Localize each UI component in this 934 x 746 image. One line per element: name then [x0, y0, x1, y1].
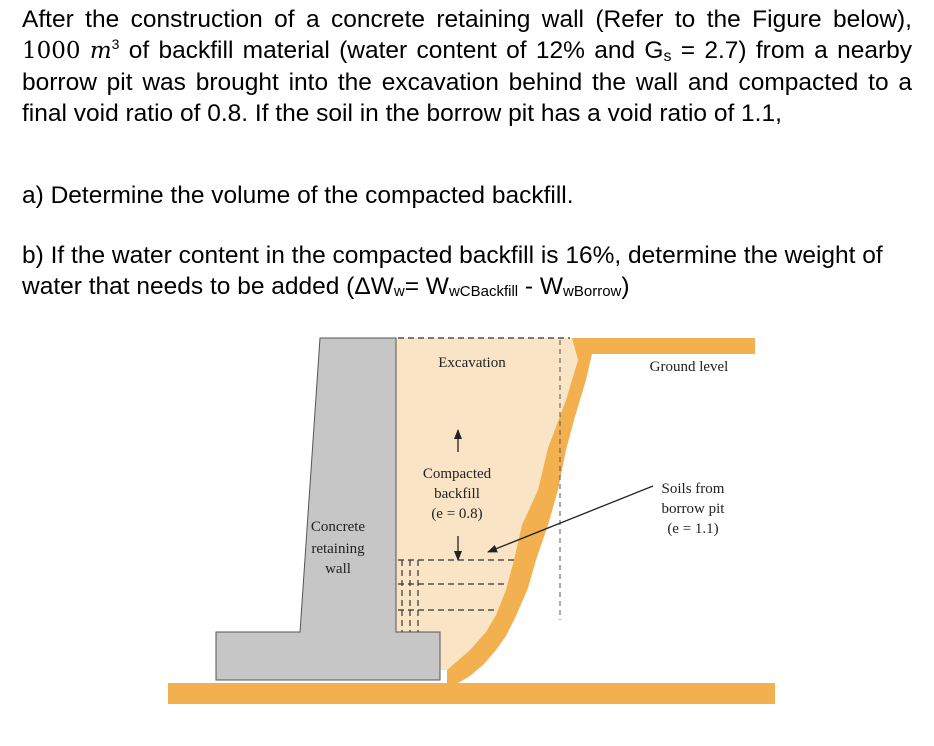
volume-unit: m [89, 38, 112, 64]
question-b-eq: = W [404, 273, 449, 300]
question-b-sub-w: w [393, 283, 405, 300]
compacted-label-2: backfill [434, 486, 480, 502]
retaining-wall-figure [0, 320, 934, 746]
question-b-minus: - W [518, 273, 564, 300]
excavation-label: Excavation [438, 355, 506, 371]
ground-level-label: Ground level [649, 359, 729, 375]
question-b-main: b) If the water content in the compacted backfill is 16%, determine the weight of water that needs to be added (ΔW [22, 242, 883, 300]
problem-statement [22, 4, 912, 129]
question-b-end: ) [621, 273, 630, 300]
compacted-label-3: (e = 0.8) [431, 506, 483, 522]
question-b-sub-backfill: wCBackfill [448, 283, 519, 300]
borrow-label-3: (e = 1.1) [667, 521, 719, 537]
borrow-label-2: borrow pit [661, 501, 725, 517]
intro-text-1: After the construction of a concrete retaining wall (Refer to the Figure below), [22, 6, 912, 33]
retaining-wall-diagram [0, 320, 934, 746]
intro-text-2: of backfill material (water content of 12% and G [119, 37, 664, 64]
question-b [22, 240, 912, 302]
problem-intro [22, 4, 912, 129]
compacted-label-1: Compacted [422, 466, 492, 482]
question-b-sub-borrow: wBorrow [563, 283, 622, 300]
volume-exponent: 3 [111, 35, 120, 52]
gs-subscript: s [663, 48, 672, 65]
intro-text-3: = 2.7) from a nearby borrow pit was brought into the excavation behind the wall and compacted to a final void ratio of 0.8. If the soil in the borrow pit has a void ratio of 1.1, [22, 37, 913, 127]
borrow-label-1: Soils from [661, 481, 725, 497]
wall-label-3: wall [325, 561, 351, 577]
volume-value: 1000 [22, 38, 81, 64]
wall-label-1: Concrete [310, 519, 366, 535]
wall-label-2: retaining [311, 541, 365, 557]
question-a: a) Determine the volume of the compacted backfill. [22, 182, 574, 209]
